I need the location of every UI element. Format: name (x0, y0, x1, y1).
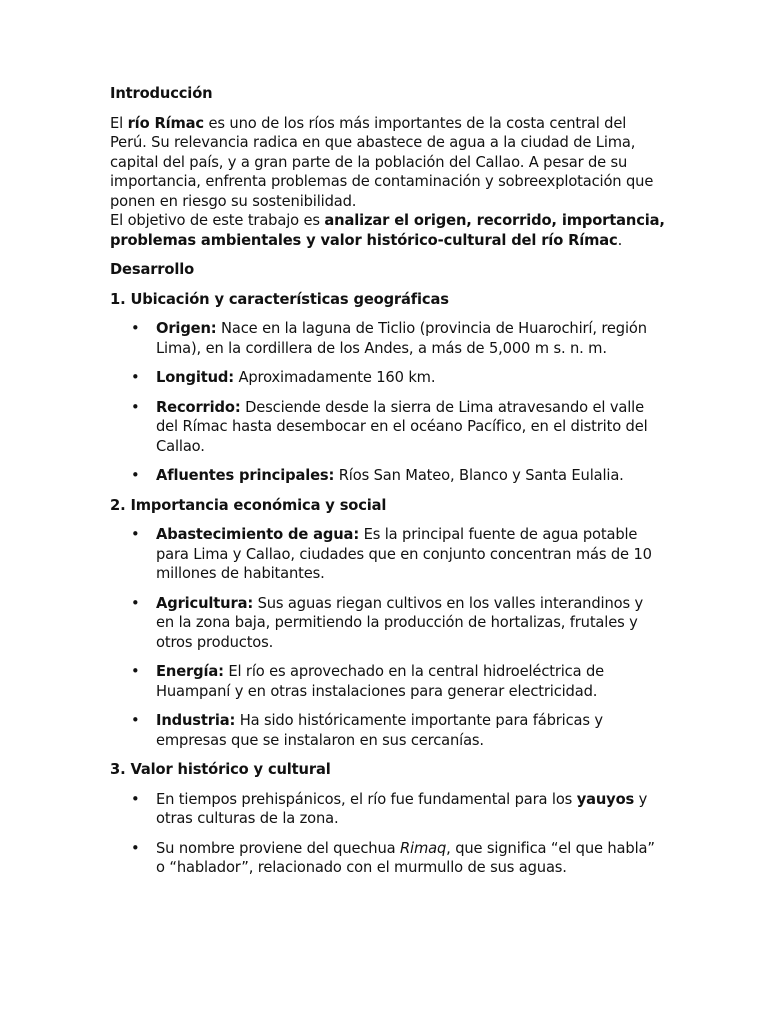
section1-list (110, 319, 665, 486)
item-label: Longitud: (156, 369, 234, 386)
intro-bold-river: río Rímac (127, 114, 204, 132)
bullet-icon: • (131, 594, 140, 612)
list-item (110, 839, 665, 878)
document-page (110, 84, 665, 888)
section3-heading: 3. Valor histórico y cultural (110, 761, 331, 778)
intro-text: es uno de los ríos más importantes de la costa central del Perú. Su relevancia radica en que abastece de agua a la ciudad de Lima, capital del país, y a gran parte de la población del Callao. A pesar de su importancia, enfrenta problemas de contaminación y sobreexplotación que ponen en riesgo su sostenibilidad. (110, 114, 654, 210)
item-text: Ríos San Mateo, Blanco y Santa Eulalia. (334, 467, 624, 484)
bullet-icon: • (131, 320, 140, 337)
item-label: Abastecimiento de agua: (156, 526, 360, 543)
item-label: Industria: (156, 712, 236, 729)
objective-bold: analizar el origen, recorrido, importancia, problemas ambientales y valor histórico-cultural del río Rímac (110, 212, 665, 249)
objective-period: . (617, 231, 623, 249)
intro-text: El (110, 114, 128, 132)
section3-list (110, 790, 665, 878)
bullet-icon: • (131, 526, 140, 543)
item-label: Origen: (156, 320, 217, 337)
bullet-icon: • (131, 663, 140, 680)
item-italic: Rimaq (399, 839, 447, 857)
objective-text: El objetivo de este trabajo es (110, 212, 325, 229)
bullet-icon: • (131, 839, 140, 857)
bullet-icon: • (131, 467, 140, 484)
item-text: Ha sido históricamente importante para fábricas y empresas que se instalaron en sus cercanías. (156, 712, 603, 749)
item-text: Es la principal fuente de agua potable para Lima y Callao, ciudades que en conjunto concentran más de 10 millones de habitantes. (156, 526, 652, 582)
list-item (110, 466, 665, 486)
item-text: Sus aguas riegan cultivos en los valles interandinos y en la zona baja, permitiendo la producción de hortalizas, frutales y otros productos. (156, 594, 644, 651)
item-text: , que significa “el que habla” o “hablador”, relacionado con el murmullo de sus aguas. (156, 839, 655, 876)
development-heading: Desarrollo (110, 261, 195, 278)
section1-heading: 1. Ubicación y características geográficas (110, 290, 449, 308)
list-item (110, 398, 665, 457)
bullet-icon: • (131, 398, 140, 416)
item-text: Aproximadamente 160 km. (233, 369, 436, 386)
item-text: Desciende desde la sierra de Lima atravesando el valle del Rímac hasta desembocar en el océano Pacífico, en el distrito del Callao. (156, 398, 648, 455)
intro-paragraph (110, 114, 665, 251)
intro-heading: Introducción (110, 85, 213, 102)
item-text: y otras culturas de la zona. (156, 790, 648, 827)
bullet-icon: • (131, 712, 140, 729)
list-item (110, 594, 665, 653)
item-text: En tiempos prehispánicos, el río fue fundamental para los (156, 790, 577, 808)
list-item (110, 319, 665, 358)
item-text: El río es aprovechado en la central hidroeléctrica de Huampaní y en otras instalaciones para generar electricidad. (156, 663, 605, 700)
section2-list (110, 525, 665, 750)
item-text: Nace en la laguna de Ticlio (provincia de Huarochirí, región Lima), en la cordillera de los Andes, a más de 5,000 m s. n. m. (156, 320, 647, 357)
item-label: Afluentes principales: (156, 467, 335, 484)
list-item (110, 662, 665, 701)
bullet-icon: • (131, 790, 140, 808)
bullet-icon: • (131, 369, 140, 386)
list-item (110, 711, 665, 750)
item-bold: yauyos (576, 790, 635, 808)
item-label: Recorrido: (156, 398, 241, 416)
list-item (110, 525, 665, 584)
item-text: Su nombre proviene del quechua (156, 839, 400, 857)
item-label: Energía: (156, 663, 224, 680)
section2-heading: 2. Importancia económica y social (110, 496, 387, 514)
item-label: Agricultura: (156, 594, 254, 612)
list-item (110, 368, 665, 388)
list-item (110, 790, 665, 829)
